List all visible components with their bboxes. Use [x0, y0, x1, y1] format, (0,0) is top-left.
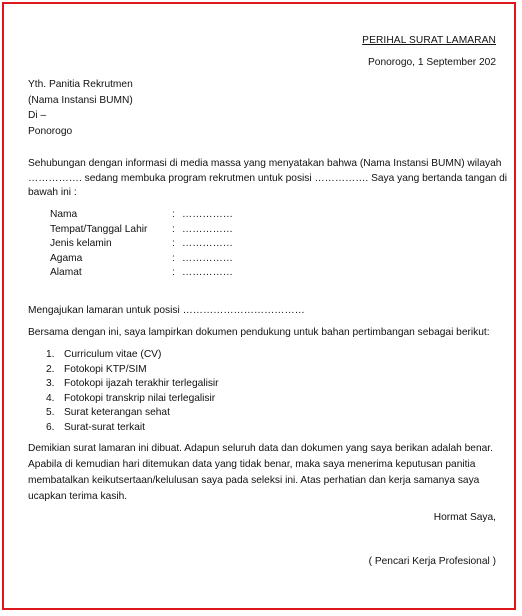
apply-position-line: Mengajukan lamaran untuk posisi ………………………………: [28, 305, 305, 316]
list-text: Fotokopi transkrip nilai terlegalisir: [64, 392, 216, 404]
letter-title: PERIHAL SURAT LAMARAN: [362, 35, 496, 46]
list-text: Surat keterangan sehat: [64, 407, 170, 419]
attachment-intro: Bersama dengan ini, saya lampirkan dokumen pendukung untuk bahan pertimbangan sebagai berikut:: [28, 327, 490, 338]
field-separator: :: [172, 267, 175, 279]
list-item: [46, 377, 219, 392]
addressee-line: (Nama Instansi BUMN): [28, 94, 133, 106]
addressee-block: [28, 78, 133, 140]
field-label: Agama: [50, 252, 83, 264]
field-separator: :: [172, 252, 175, 264]
field-label: Jenis kelamin: [50, 238, 112, 250]
addressee-line: Yth. Panitia Rekrutmen: [28, 79, 133, 90]
intro-line: bawah ini :: [28, 187, 77, 199]
closing-line: Apabila di kemudian hari ditemukan data yang tidak benar, maka saya menerima keputusan panitia: [28, 459, 476, 470]
intro-line: ……………. sedang membuka program rekrutmen untuk posisi ……………. Saya yang bertanda tangan di: [28, 172, 508, 184]
list-number: 5.: [46, 407, 55, 419]
addressee-line: Di –: [28, 110, 47, 122]
field-separator: :: [172, 223, 175, 235]
field-label: Tempat/Tanggal Lahir: [50, 223, 148, 235]
place-date: Ponorogo, 1 September 202: [367, 57, 496, 68]
closing-line: membatalkan keikutsertaan/kelulusan saya pada seleksi ini. Atas perhatian dan kerja samanya saya: [28, 475, 480, 486]
field-label: Alamat: [50, 267, 82, 279]
field-value: ……………: [182, 209, 233, 220]
list-text: Fotokopi ijazah terakhir terlegalisir: [64, 378, 219, 390]
list-item: [46, 348, 219, 363]
intro-paragraph: [28, 157, 508, 201]
list-number: 6.: [46, 421, 55, 433]
list-text: Surat-surat terkait: [64, 421, 145, 433]
list-item: [46, 421, 219, 436]
addressee-line: Ponorogo: [28, 125, 73, 137]
field-row-nama: [50, 208, 233, 223]
list-item: [46, 406, 219, 421]
closing-line: Demikian surat lamaran ini dibuat. Adapun seluruh data dan dokumen yang saya berikan adalah benar.: [28, 443, 493, 454]
field-row-alamat: [50, 266, 233, 281]
field-row-ttl: [50, 223, 233, 238]
field-separator: :: [172, 209, 175, 220]
intro-line: Sehubungan dengan informasi di media massa yang menyatakan bahwa (Nama Instansi BUMN) wilayah: [28, 158, 502, 169]
field-value: ……………: [182, 267, 233, 279]
list-text: Fotokopi KTP/SIM: [64, 363, 147, 375]
list-item: [46, 392, 219, 407]
attachment-list: [46, 348, 219, 436]
closing-line: ucapkan terima kasih.: [28, 491, 128, 502]
list-text: Curriculum vitae (CV): [64, 349, 162, 360]
list-number: 1.: [46, 349, 55, 360]
closing-paragraph: [28, 442, 493, 506]
field-value: ……………: [182, 223, 233, 235]
list-number: 4.: [46, 392, 55, 404]
field-separator: :: [172, 238, 175, 250]
list-item: [46, 363, 219, 378]
personal-data-fields: [50, 208, 233, 281]
field-value: ……………: [182, 252, 233, 264]
field-row-jenis-kelamin: [50, 237, 233, 252]
field-value: ……………: [182, 238, 233, 250]
list-number: 2.: [46, 363, 55, 375]
field-row-agama: [50, 252, 233, 267]
regards: Hormat Saya,: [433, 512, 496, 523]
signature-name: ( Pencari Kerja Profesional ): [368, 556, 496, 567]
list-number: 3.: [46, 378, 55, 390]
field-label: Nama: [50, 209, 78, 220]
